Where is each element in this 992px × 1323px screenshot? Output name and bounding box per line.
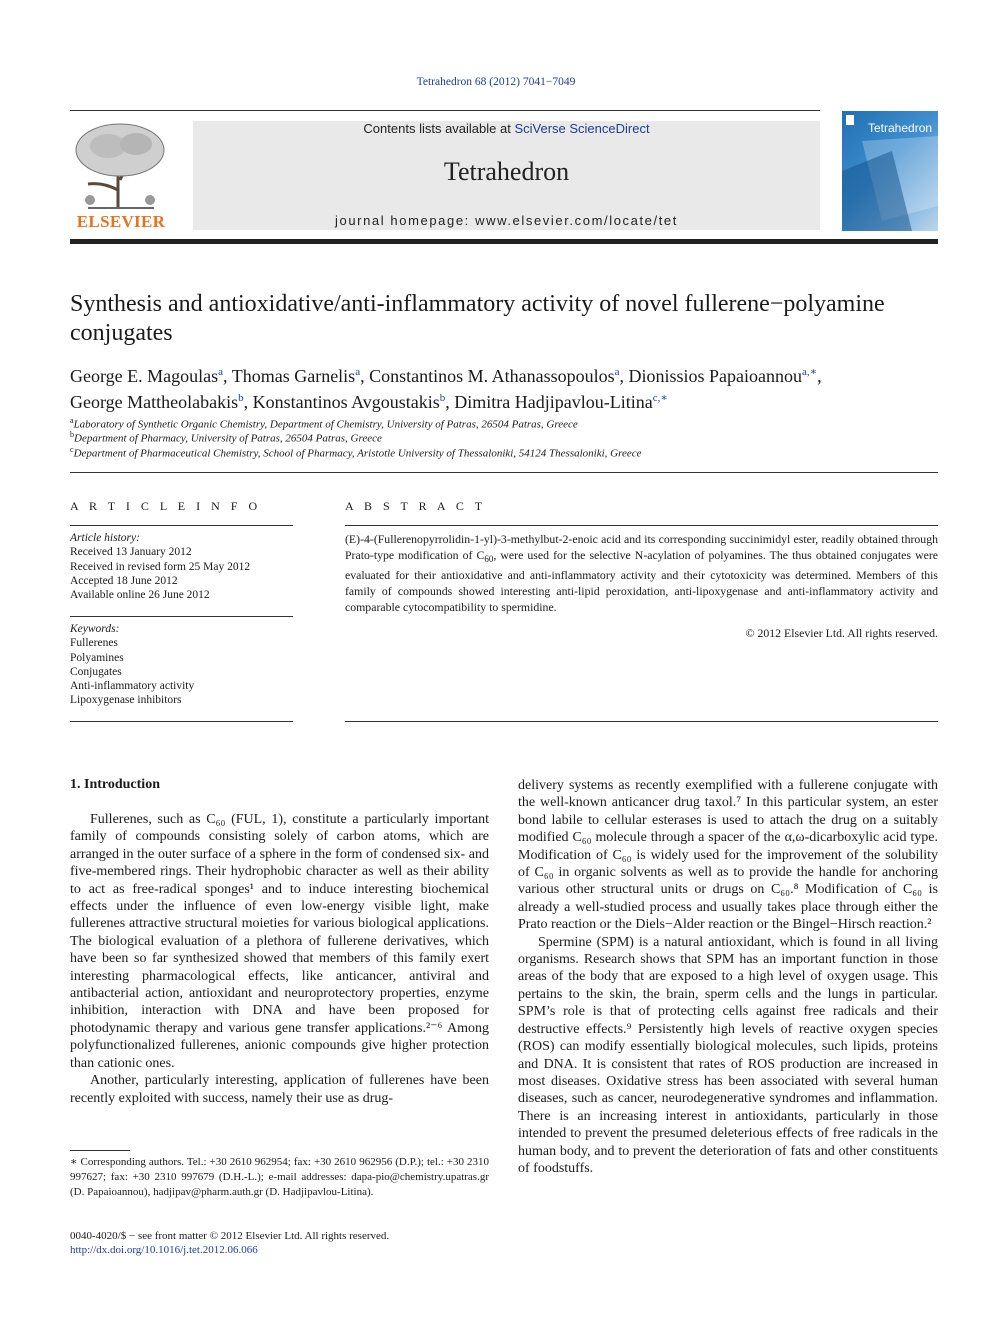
history-item: Received in revised form 25 May 2012 <box>70 560 251 573</box>
journal-title: Tetrahedron <box>443 157 570 186</box>
article-info-heading: A R T I C L E I N F O <box>70 499 262 513</box>
affil-mark: c <box>70 445 74 454</box>
abstract-rule <box>345 721 938 722</box>
corresponding-author-footnote: ∗ Corresponding authors. Tel.: +30 2610 962954; fax: +30 2610 962956 (D.P.); tel.: +30 2310 997627; fax: +30 2310 997679 (D.H.-L.); e-mail addresses: dapa-pio@chemistry.upatras.gr (D. Papaioannou), hadjipav@pharm.auth.gr (D. Hadjipavlou-Litina). <box>70 1156 489 1198</box>
author-affil-mark[interactable]: a <box>614 366 620 378</box>
author: George E. Magoulas <box>70 366 219 386</box>
author-list: George E. Magoulas$^a$, Thomas Garnelis$^a$, Constantinos M. Athanassopoulos$^a$, Dionissios Papaioannou$^{a,∗}$, George Mattheolabakis$^b$, Konstantinos Avgoustakis$^b$, Dimitra Hadjipavlou-Litina$^{c,∗}$ <box>70 366 822 412</box>
author: Konstantinos Avgoustakis <box>252 392 440 412</box>
journal-citation[interactable]: Tetrahedron 68 (2012) 7041−7049 <box>416 76 576 88</box>
affiliation-rule <box>70 472 938 473</box>
paragraph: Spermine (SPM) is a natural antioxidant, which is found in all living organisms. Research shows that SPM has an important function in those areas of the body that are exposed to a high level of oxygen usage. This pertains to the skin, the brain, sperm cells and the lungs in particular. SPM’s role is that of protecting cells against free radicals and their destructive effects.⁹ Persistently high levels of reactive oxygen species (ROS) can modify essentially biological molecules, such lipids, proteins and DNA. It is consistent that rates of ROS production are increased in most diseases. Oxidative stress has been associated with several human diseases, such as cancer, neurodegenerative syndromes and inflammation. There is an increasing interest in antioxidants, particularly in those intended to prevent the presumed deleterious effects of free radicals in the human body, and to prevent the deterioration of fats and other constituents of foodstuffs. <box>518 934 938 1176</box>
abstract-text <box>345 531 938 615</box>
article-info-rule <box>70 616 293 617</box>
copyright: © 2012 Elsevier Ltd. All rights reserved. <box>745 626 938 640</box>
header-rule <box>70 239 938 244</box>
affiliation <box>70 416 940 431</box>
affil-mark: b <box>70 430 74 439</box>
article-title: Synthesis and antioxidative/anti-inflammatory activity of novel fullerene−polyamine conjugates <box>70 291 885 346</box>
paragraph: Another, particularly interesting, application of fullerenes have been recently exploited with success, namely their use as drug- <box>70 1073 489 1106</box>
contents-prefix: Contents lists available at <box>363 121 515 136</box>
contents-line <box>193 121 820 136</box>
affiliation <box>70 430 940 445</box>
section-heading: 1. Introduction <box>70 777 160 792</box>
author-affil-mark[interactable]: b <box>439 392 446 404</box>
author: Constantinos M. Athanassopoulos <box>369 366 615 386</box>
journal-homepage[interactable]: journal homepage: www.elsevier.com/locate/tet <box>335 213 678 228</box>
author: Thomas Garnelis <box>231 366 356 386</box>
keywords <box>70 622 295 708</box>
top-rule <box>70 110 820 111</box>
author: Dionissios Papaioannou <box>628 366 802 386</box>
elsevier-logo[interactable] <box>68 120 174 232</box>
doi-link[interactable]: http://dx.doi.org/10.1016/j.tet.2012.06.066 <box>70 1244 258 1256</box>
paragraph: delivery systems as recently exemplified with a fullerene conjugate with the well-known anticancer drug taxol.⁷ In this particular system, an ester bond labile to cellular esterases is used to attach the drug on a suitably modified C₆₀ molecule through a spacer of the α,ω-dicarboxylic acid type. Modification of C₆₀ is widely used for the improvement of the solubility of C₆₀ in organic solvents as well as to provide the handle for anchoring various other structural units or drugs on C₆₀.⁸ Modification of C₆₀ is already a well-studied process and usually takes place through either the Prato reaction or the Diels−Alder reaction or the Bingel−Hirsch reaction.² <box>518 778 938 933</box>
paragraph: Fullerenes, such as C₆₀ (FUL, 1), constitute a particularly important family of compounds consisting solely of carbon atoms, which are arranged in the outer surface of a sphere in the form of condensed six- and five-membered rings. Their hydrophobic character as well as their ability to act as free-radical sponges¹ and to induce interesting biochemical effects under the influence of even low-energy visible light, make fullerenes attractive structural moieties for various biological applications. The biological evaluation of a plethora of fullerene derivatives, which have been so far synthesized showed that members of this family exert interesting pharmacological effects, like anticancer, antiviral and antibacterial action, antioxidant and neuroprotectory properties, enzyme inhibition, interaction with DNA and have been proposed for photodynamic therapy and various gene transfer applications.²⁻⁶ Among polyfunctionalized fullerenes, anionic compounds give higher protection than cationic ones. <box>70 812 489 1071</box>
keyword: Lipoxygenase inhibitors <box>70 694 182 707</box>
abstract-part: (E)-4-(Fullerenopyrrolidin-1-yl)-3-methylbut-2-enoic acid and its corresponding succinimidyl ester, readily obtained through Prato-type modification of C <box>345 532 938 562</box>
body-column-right <box>518 777 938 1177</box>
abstract-heading: A B S T R A C T <box>345 499 487 513</box>
author-affil-mark[interactable]: a <box>355 366 361 378</box>
affil-text: Laboratory of Synthetic Organic Chemistry, Department of Chemistry, University of Patras, 26504 Patras, Greece <box>73 418 578 431</box>
author: Dimitra Hadjipavlou-Litina <box>454 392 653 412</box>
keywords-label: Keywords: <box>70 623 120 635</box>
abstract-subscript: 60 <box>484 554 494 564</box>
footnote-rule <box>70 1150 130 1151</box>
publisher-wordmark: ELSEVIER <box>76 212 166 231</box>
body-column-left <box>70 811 489 1107</box>
author-affil-mark[interactable]: a,∗ <box>801 366 818 378</box>
keyword: Polyamines <box>70 651 124 664</box>
sciencedirect-link[interactable]: SciVerse ScienceDirect <box>514 121 650 136</box>
affil-text: Department of Pharmaceutical Chemistry, School of Pharmacy, Aristotle University of Thessaloniki, 54124 Thessaloniki, Greece <box>73 447 642 460</box>
article-history <box>70 531 295 602</box>
affil-mark: a <box>70 416 74 425</box>
article-info-rule <box>70 525 293 526</box>
journal-cover-thumbnail[interactable] <box>842 111 938 231</box>
keyword: Conjugates <box>70 665 122 678</box>
abstract-part: , were used for the selective N-acylation of polyamines. The thus obtained conjugates were evaluated for their antioxidative and anti-inflammatory activity and their cytotoxicity was determined. Members of this family of compounds showed interesting anti-lipid peroxidation, anti-lipoxygenase and anti-inflammatory activity and comparable cytocompatibility to spermidine. <box>345 548 938 614</box>
keyword: Fullerenes <box>70 637 118 650</box>
history-item: Received 13 January 2012 <box>70 546 192 559</box>
elsevier-tree-icon <box>68 120 174 212</box>
keyword: Anti-inflammatory activity <box>70 680 195 693</box>
affiliation <box>70 445 940 460</box>
author: George Mattheolabakis <box>70 392 239 412</box>
cover-title: Tetrahedron <box>868 121 933 135</box>
history-item: Available online 26 June 2012 <box>70 589 210 602</box>
issn-line: 0040-4020/$ − see front matter © 2012 Elsevier Ltd. All rights reserved. <box>70 1230 390 1242</box>
history-label: Article history: <box>70 532 140 544</box>
article-info-rule <box>70 721 293 722</box>
author-affil-mark[interactable]: c,∗ <box>652 392 668 404</box>
abstract-rule <box>345 525 938 526</box>
issn-block <box>70 1229 489 1257</box>
author-affil-mark[interactable]: b <box>238 392 244 404</box>
author-affil-mark[interactable]: a <box>218 366 224 378</box>
affil-text: Department of Pharmacy, University of Patras, 26504 Patras, Greece <box>74 432 382 445</box>
history-item: Accepted 18 June 2012 <box>70 574 178 587</box>
